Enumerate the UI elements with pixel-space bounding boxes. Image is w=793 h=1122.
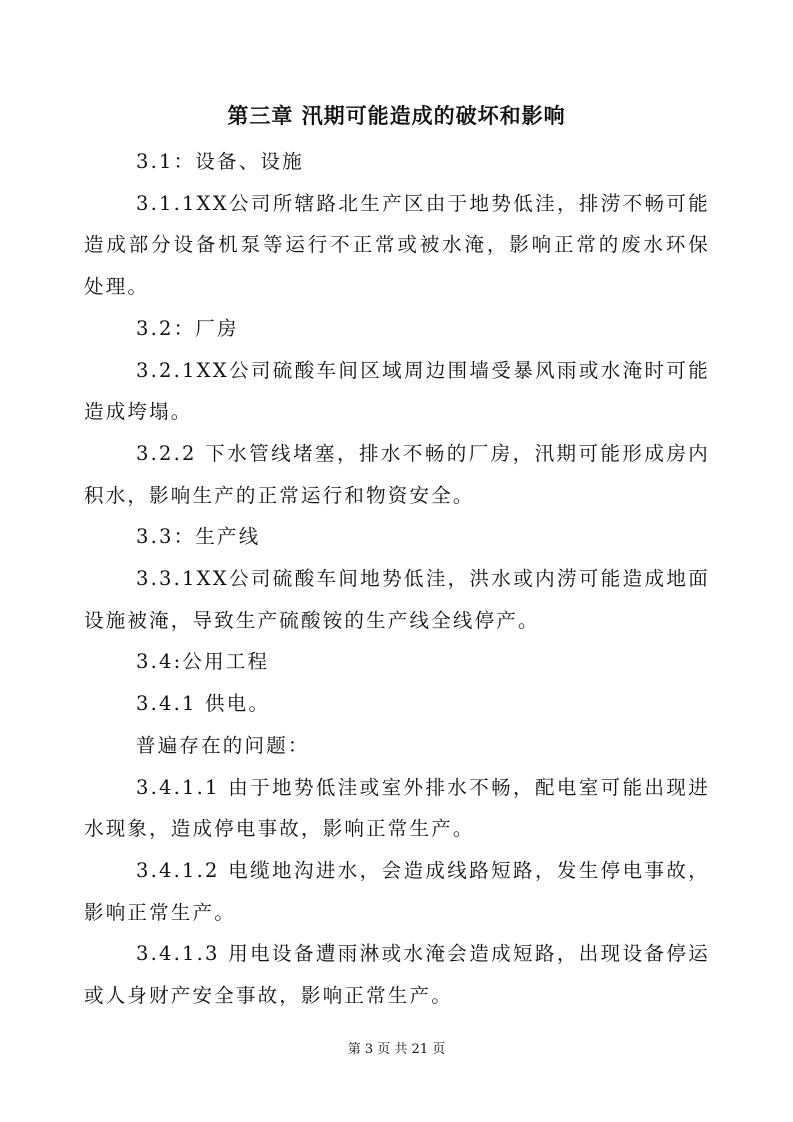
page-footer: 第 3 页 共 21 页 [347, 1042, 446, 1057]
paragraph-3-4-1-3: 3.4.1.3 用电设备遭雨淋或水淹会造成短路，出现设备停运或人身财产安全事故，影响正常生产。 [84, 942, 710, 1008]
section-heading-3-1: 3.1：设备、设施 [136, 150, 304, 173]
section-heading-3-3: 3.3：生产线 [136, 525, 261, 549]
chapter-title: 第三章 汛期可能造成的破坏和影响 [227, 103, 566, 128]
paragraph-3-3-1: 3.3.1XX公司硫酸车间地势低洼，洪水或内涝可能造成地面设施被淹，导致生产硫酸铵的生产线全线停产。 [84, 567, 710, 632]
paragraph-3-2-1: 3.2.1XX公司硫酸车间区域周边围墙受暴风雨或水淹时可能造成垮塌。 [84, 358, 710, 424]
paragraph-3-4-1: 3.4.1 供电。 [136, 692, 271, 716]
paragraph-3-2-2: 3.2.2 下水管线堵塞，排水不畅的厂房，汛期可能形成房内积水，影响生产的正常运行和物资安全。 [84, 441, 710, 507]
paragraph-3-1-1: 3.1.1XX公司所辖路北生产区由于地势低洼，排涝不畅可能造成部分设备机泵等运行不正常或被水淹，影响正常的废水环保处理。 [84, 191, 710, 299]
paragraph-common-issues: 普遍存在的问题： [136, 733, 310, 757]
paragraph-3-4-1-1: 3.4.1.1 由于地势低洼或室外排水不畅，配电室可能出现进水现象，造成停电事故，影响正常生产。 [84, 775, 710, 841]
document-body [84, 141, 710, 1017]
paragraph-3-4-1-2: 3.4.1.2 电缆地沟进水，会造成线路短路，发生停电事故，影响正常生产。 [84, 858, 710, 924]
section-heading-3-2: 3.2：厂房 [136, 316, 239, 340]
section-heading-3-4: 3.4:公用工程 [136, 650, 270, 674]
